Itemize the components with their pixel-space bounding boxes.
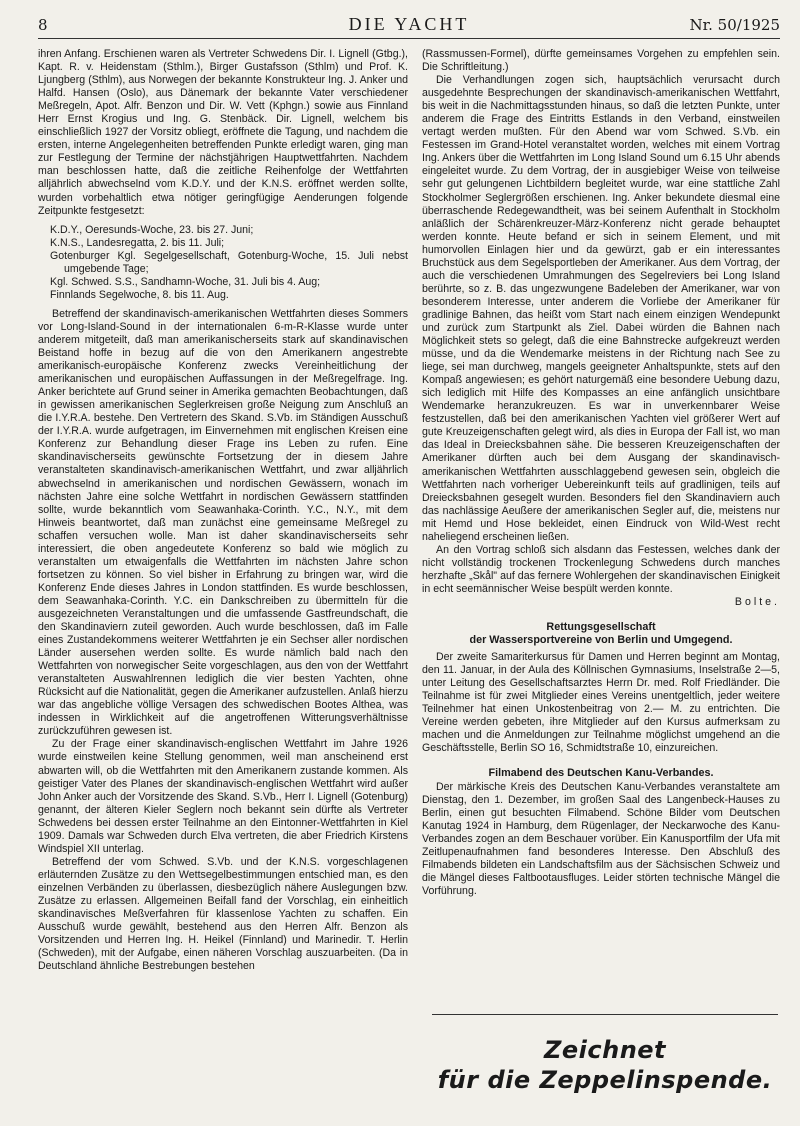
regatta-schedule-list: [50, 224, 408, 302]
author-signature: Bolte.: [734, 595, 780, 608]
section-heading: Rettungsgesellschaft: [546, 621, 656, 634]
page-header: [38, 14, 780, 39]
zeppelin-advert: [432, 1014, 778, 1113]
right-column: [422, 48, 780, 898]
paragraph: Betreffend der vom Schwed. S.Vb. und der K.N.S. vorgeschlagenen erläuternden Zusätze zu den Wettsegelbestimmungen entschied man, es den einzelnen Verbänden zu überlassen, diesbezüglich nähere Auslegungen bzw. Zusätze zu erlassen. Allgemeinen Beifall fand der Vorschlag, ein einheitlich skandinavisches Meßverfahren für klassenlose Yachten zu schaffen. Ein Ausschuß wurde gewählt, bestehend aus den Herren Alfr. Benzon als Vorsitzenden und Herren Ing. H. Heikel (Finnland) und Marinedir. T. Herlin (Schweden), mit der Aufgabe, einen näheren Vorschlag auszuarbeiten. (Da in Deutschland ähnliche Bestrebungen bestehen: [38, 855, 408, 973]
issue-number: Nr. 50/1925: [689, 16, 780, 34]
section-heading: Filmabend des Deutschen Kanu-Verbandes.: [488, 767, 714, 780]
paragraph: (Rassmussen-Formel), dürfte gemeinsames Vorgehen zu empfehlen sein. Die Schriftleitung.): [422, 48, 780, 74]
paragraph: Betreffend der skandinavisch-amerikanischen Wettfahrten dieses Sommers vor Long-Island-Sound in der internationalen 6-m-R-Klasse wurde unter anderem mitgeteilt, daß man amerikanischerseits stark auf skandinavischen Beistand hoffe in bezug auf die von den Amerikanern angestrebte amerikanisch-europäische Konferenz zwecks Vereinheitlichung der amerikanischen und europäischen Auffassungen in der Meßregelfrage. Ing. Anker berichtete auf Grund seiner in Amerika gemachten Beobachtungen, daß in gewissen amerikanischen Seglerkreisen große Neigung zum Anschluß an die I.Y.R.A. bestehe. Den Vertretern des Skand. S.Vb. im Ständigen Ausschuß der I.Y.R.A. wurde aufgetragen, im Einvernehmen mit englischen Kreisen eine Konferenz zur Behandlung dieser Frage ins Leben zu rufen. Eine skandinavischerseits gewünschte Fortsetzung der in diesem Jahre veranstalteten skandinavisch-amerikanischen Wettfahrt, und zwar alljährlich abwechselnd in amerikanischen und nordischen Gewässern, wonach im nächsten Jahre eine solche Wettfahrt in nordischen Gewässern stattfinden sollte, wurde bekanntlich vom Seawanhaka-Corinth. Y.C., N.Y., mit dem Hinweis beantwortet, daß man zunächst eine gemeinsame Meßregel zu schaffen versuchen wolle. Man ist daher skandinavischerseits sehr interessiert, die oben angedeutete Konferenz so bald wie möglich zu veranstalten um etwaigenfalls die Wettfahrten im nächsten Jahre schon fortsetzen zu können. So viel bisher in Erfahrung zu bringen war, wird die Konferenz Ende dieses Jahres in London stattfinden. Es wurde beschlossen, dem Seawanhaka-Corinth. Y.C. ein Dankschreiben zu übermitteln für die ausgezeichneten Veranstaltungen und die umfassende Gastfreundschaft, die den Skandinaviern zuteil geworden. Auch wurde beschlossen, daß im Falle eines Zustandekommens weiterer Wettfahrten je ein Sechser aller nordischen Länder ausersehen werden sollte. Es wurde nämlich bald nach den Wettfahrten von norwegischer Seite vorgeschlagen, aus den von der Wettfahrt veranstalteten Auswahlrennen lediglich die vier besten Yachten, ohne Rücksicht auf die Nationalität, gegen die Amerikaner aufzustellen. Anlaß hierzu war das angebliche völlige Versagen des schwedischen Bootes Althea, was indessen in Wirklichkeit auf die angetroffenen Witterungsverhältnisse zurückzuführen gewesen ist.: [38, 307, 408, 738]
paragraph: An den Vortrag schloß sich alsdann das Festessen, welches dank der nicht vollständig trockenen Trockenlegung Schwedens durch manches herzhafte „Skål" auf das fernere Wohlergehen der skandinavischen Einigkeit in echt seemännischer Weise bespült werden konnte.: [422, 543, 780, 595]
paragraph: Der märkische Kreis des Deutschen Kanu-Verbandes veranstaltete am Dienstag, den 1. Dezember, im großen Saal des Langenbeck-Hauses zu Berlin, einen gut besuchten Filmabend. Schöne Bilder vom Deutschen Kanutag 1924 in Hamburg, dem Rügenlager, der Neckarwoche des Kanu-Verbandes zogen an dem Beschauer vorüber. Ein Kanusportfilm der Ufa mit Zeitlupenaufnahmen fand besonderes Interesse. Den Abschluß des Filmabends bildeten ein Landschaftsfilm aus der Sächsischen Schweiz und die Mängel dieses Faltbootausfluges. Leider störten technische Mängel die Vorführung.: [422, 780, 780, 897]
advert-line: für die Zeppelinspende.: [437, 1066, 773, 1094]
paragraph: Der zweite Samariterkursus für Damen und Herren beginnt am Montag, den 11. Januar, in der Aula des Köllnischen Gymnasiums, Inselstraße 2—5, unter Leitung des Gesellschaftsarztes Herrn Dr. med. Rolf Friedländer. Die Teilnahme ist für zwei Mitglieder eines Vereins unentgeltlich, jeder weitere Teilnehmer hat einen Unkostenbeitrag von 2.— M. zu entrichten. Die Vereine werden gebeten, ihre Mitglieder auf den Kursus aufmerksam zu machen und die Anmeldungen zur Teilnahme möglichst umgehend an die Geschäftsstelle, Berlin SO 16, Schmidtstraße 10, einzureichen.: [422, 651, 780, 755]
list-item: Kgl. Schwed. S.S., Sandhamn-Woche, 31. Juli bis 4. Aug;: [50, 275, 321, 288]
list-item: K.N.S., Landesregatta, 2. bis 11. Juli;: [50, 236, 225, 249]
magazine-title: DIE YACHT: [348, 14, 470, 34]
section-subheading: der Wassersportvereine von Berlin und Umgegend.: [469, 634, 733, 647]
paragraph: Zu der Frage einer skandinavisch-englischen Wettfahrt im Jahre 1926 wurde einstweilen keine Stellung genommen, weil man anscheinend erst abwarten will, ob die Wettfahrten mit den Amerikanern zustande kommen. Als geistiger Vater des Planes der skandinavisch-englischen Wettfahrt wird außer John Anker auch der Vorsitzende des Skand. S.Vb., Herr I. Lignell (Gotenburg) genannt, der älteren Kieler Seglern noch bekannt sein dürfte als Vertreter Schwedens bei dessen erster Teilnahme an den Eintonner-Wettfahrten in Kiel 1909. Damals war Schweden durch Elva vertreten, die aber Friedrich Kirstens Windspiel XII unterlag.: [38, 738, 408, 855]
page-number: 8: [38, 16, 48, 34]
list-item: K.D.Y., Oeresunds-Woche, 23. bis 27. Juni;: [50, 223, 254, 236]
advert-line: Zeichnet: [543, 1036, 667, 1064]
list-item: Finnlands Segelwoche, 8. bis 11. Aug.: [50, 288, 229, 301]
paragraph: ihren Anfang. Erschienen waren als Vertreter Schwedens Dir. I. Lignell (Gtbg.), Kapt. R. v. Heidenstam (Sthlm.), Birger Gustafsson (Sthlm) und Prof. K. Ljungberg (Sthlm), aus Norwegen der bekannte Konstrukteur Ing. J. Anker und Halfd. Hansen (Oslo), aus Dänemark der bekannte Vater verschiedener Meßregeln, Apot. Alfr. Benzon und Dir. W. Vett (Kphgn.) sowie aus Finnland Herr Ernst Krogius und Ing. G. Stenbäck. Dir. Lignell, welchem bis einschließlich 1927 der Vorsitz obliegt, eröffnete die Tagung, und nachdem die ersten, interne Angelegenheiten betreffenden Punkte erledigt waren, ging man zur Festlegung der Termine der nächstjährigen Hauptwettfahrten. Nachdem man beschlossen hatte, daß die zeitliche Reihenfolge der Wettfahrten alljährlich abwechselnd vom K.D.Y. und der K.N.S. eröffnet werden sollte, wurden vorbehaltlich etwa nötiger geringfügige Aenderungen folgende Zeitpunkte festgesetzt:: [38, 48, 408, 217]
left-column: [38, 48, 408, 973]
list-item: Gotenburger Kgl. Segelgesellschaft, Gotenburg-Woche, 15. Juli nebst umgebende Tage;: [50, 249, 408, 275]
paragraph: Die Verhandlungen zogen sich, hauptsächlich verursacht durch ausgedehnte Besprechungen der skandinavisch-amerikanischen Wettfahrt, bis weit in die Nachmittagsstunden hinaus, so daß die letzten Punkte, unter anderem die Frage des Eintritts Estlands in den Verband, einstweilen vertagt werden mußten. Für den Abend war vom Schwed. S.Vb. ein Festessen im Grand-Hotel veranstaltet worden, welches mit einem Vortrag Ing. Ankers über die Wettfahrten im Long Island Sound um 6.15 Uhr abends eingeleitet wurde. Zu dem Vortrag, der in ausgiebiger Weise von teilweise sehr gut gelungenen Lichtbildern begleitet wurde, war eine stattliche Zahl Stockholmer Seglergrößen erschienen. Ing. Anker bekundete diesmal eine überraschende Redegewandtheit, was bei seinem Aufenthalt in Stockholm anläßlich der Schärenkreuzer-März-Konferenz nicht gerade behauptet werden konnte. Heute befand er sich in seinem Element, und mit humorvollen Einlagen hier und da gewürzt, gab er ein interessantes Bruchstück aus dem Segelsportleben der Amerikaner. Aus dem Vortrag, der auch die verschiedenen Umrahmungen des Segelreviers bei Long Island berührte, so z. B. das ungezwungene Badeleben der Amerikaner, war von besonderem Interesse, unter anderem die Vorliebe der Amerikaner für gradlinige Bahnen, das heißt vom Start nach einem einzigen Wendepunkt und zurück zum Startpunkt als Ziel. Dabei würden die Bahnen nach Möglichkeit stets so gelegt, daß die eine Bahnstrecke aufgekreuzt werden müsse, und da die Wendemarke meistens in der Richtung nach See zu liege, sei man durchweg, mangels geeigneter Anhaltspunkte, stets auf den Kompaß angewiesen; es gehört naturgemäß eine besondere Uebung dazu, sich lediglich mit Hilfe des Kompasses an eine anfänglich unsichtbare Wendemarke heranzukreuzen. Es war in unverkennbarer Weise festzustellen, daß bei den amerikanischen Yachten viel größerer Wert auf gute Kreuzeigenschaften gelegt wird, als dies in Europa der Fall ist, wo man das Ideal in Dreiecksbahnen sähe. Die besseren Kreuzeigenschaften der Amerikaner dürften auch bei dem Ausgang der skandinavisch-amerikanischen Wettfahrten ausschlaggebend gewesen sein, obgleich die Wettfahrten nach vorheriger Uebereinkunft teils auf gradlinigen, teils auf Dreiecksbahnen gesegelt wurden. Besonders fiel den Skandinaviern auch das nachlässige Aeußere der amerikanischen Segler auf, die, meistens nur mit Hemd und Hose bekleidet, einen Eindruck von Wild-West recht naheliegend erscheinen ließen.: [422, 74, 780, 543]
